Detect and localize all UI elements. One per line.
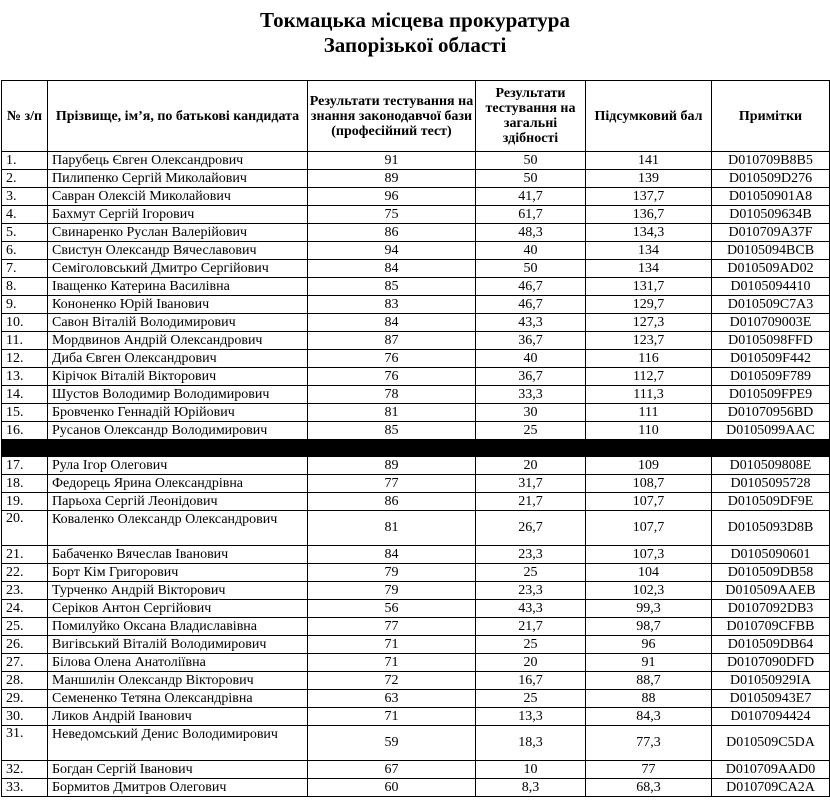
page-subtitle: Запорізької області	[323, 33, 507, 57]
row-note: D0105094BCB	[712, 242, 830, 260]
row-total: 116	[586, 350, 712, 368]
row-num: 28.	[2, 672, 48, 690]
table-row	[2, 170, 830, 188]
row-total: 88,7	[586, 672, 712, 690]
header-total: Підсумковий бал	[586, 81, 712, 152]
row-general-score: 61,7	[476, 206, 586, 224]
row-general-score: 31,7	[476, 475, 586, 493]
row-prof-score: 84	[308, 546, 476, 564]
row-prof-score: 75	[308, 206, 476, 224]
table-row	[2, 564, 830, 582]
row-name: Богдан Сергій Іванович	[48, 761, 308, 779]
row-note: D010709AAD0	[712, 761, 830, 779]
row-num: 17.	[2, 457, 48, 475]
table-row	[2, 761, 830, 779]
row-num: 16.	[2, 422, 48, 440]
row-name: Маншилін Олександр Вікторович	[48, 672, 308, 690]
row-prof-score: 71	[308, 708, 476, 726]
row-general-score: 23,3	[476, 582, 586, 600]
row-num: 11.	[2, 332, 48, 350]
row-num: 31.	[2, 726, 48, 761]
row-name: Семіголовський Дмитро Сергійович	[48, 260, 308, 278]
row-general-score: 46,7	[476, 278, 586, 296]
row-prof-score: 86	[308, 224, 476, 242]
row-num: 32.	[2, 761, 48, 779]
row-name: Вигівський Віталій Володимирович	[48, 636, 308, 654]
row-num: 2.	[2, 170, 48, 188]
row-total: 134,3	[586, 224, 712, 242]
row-note: D010509C5DA	[712, 726, 830, 761]
row-note: D010709CA2A	[712, 779, 830, 797]
row-num: 22.	[2, 564, 48, 582]
table-row	[2, 511, 830, 546]
row-note: D0105090601	[712, 546, 830, 564]
table-row	[2, 332, 830, 350]
row-general-score: 16,7	[476, 672, 586, 690]
row-num: 5.	[2, 224, 48, 242]
row-total: 96	[586, 636, 712, 654]
table-row	[2, 188, 830, 206]
row-prof-score: 56	[308, 600, 476, 618]
row-general-score: 46,7	[476, 296, 586, 314]
row-prof-score: 71	[308, 654, 476, 672]
row-num: 24.	[2, 600, 48, 618]
row-total: 131,7	[586, 278, 712, 296]
row-name: Свинаренко Руслан Валерійович	[48, 224, 308, 242]
row-total: 129,7	[586, 296, 712, 314]
header-num: № з/п	[2, 81, 48, 152]
row-total: 109	[586, 457, 712, 475]
results-table	[1, 80, 830, 797]
row-note: D010509D276	[712, 170, 830, 188]
row-num: 30.	[2, 708, 48, 726]
row-num: 27.	[2, 654, 48, 672]
row-prof-score: 81	[308, 404, 476, 422]
row-general-score: 23,3	[476, 546, 586, 564]
table-row	[2, 386, 830, 404]
row-name: Мордвинов Андрій Олександрович	[48, 332, 308, 350]
row-general-score: 50	[476, 260, 586, 278]
row-name: Білова Олена Анатоліївна	[48, 654, 308, 672]
row-num: 23.	[2, 582, 48, 600]
row-name: Коваленко Олександр Олександрович	[48, 511, 308, 546]
table-row	[2, 654, 830, 672]
row-total: 123,7	[586, 332, 712, 350]
row-prof-score: 59	[308, 726, 476, 761]
row-note: D0107094424	[712, 708, 830, 726]
row-prof-score: 72	[308, 672, 476, 690]
row-num: 19.	[2, 493, 48, 511]
row-num: 7.	[2, 260, 48, 278]
row-prof-score: 85	[308, 422, 476, 440]
row-prof-score: 63	[308, 690, 476, 708]
row-name: Парубець Євген Олександрович	[48, 152, 308, 170]
row-total: 134	[586, 242, 712, 260]
row-total: 91	[586, 654, 712, 672]
page-title: Токмацька місцева прокуратура	[260, 8, 570, 32]
row-total: 84,3	[586, 708, 712, 726]
row-num: 9.	[2, 296, 48, 314]
row-name: Русанов Олександр Володимирович	[48, 422, 308, 440]
separator-row	[2, 440, 830, 457]
row-general-score: 25	[476, 690, 586, 708]
row-num: 20.	[2, 511, 48, 546]
row-prof-score: 77	[308, 475, 476, 493]
row-name: Бровченко Геннадій Юрійович	[48, 404, 308, 422]
row-general-score: 8,3	[476, 779, 586, 797]
table-row	[2, 726, 830, 761]
row-num: 18.	[2, 475, 48, 493]
row-prof-score: 76	[308, 350, 476, 368]
row-name: Ликов Андрій Іванович	[48, 708, 308, 726]
row-name: Іващенко Катерина Василівна	[48, 278, 308, 296]
table-row	[2, 618, 830, 636]
row-name: Серіков Антон Сергійович	[48, 600, 308, 618]
row-prof-score: 81	[308, 511, 476, 546]
row-total: 102,3	[586, 582, 712, 600]
row-note: D010509DF9E	[712, 493, 830, 511]
row-general-score: 25	[476, 422, 586, 440]
row-name: Борт Кім Григорович	[48, 564, 308, 582]
row-general-score: 18,3	[476, 726, 586, 761]
table-row	[2, 600, 830, 618]
row-total: 98,7	[586, 618, 712, 636]
row-total: 108,7	[586, 475, 712, 493]
row-total: 127,3	[586, 314, 712, 332]
row-note: D010509634B	[712, 206, 830, 224]
row-total: 111	[586, 404, 712, 422]
row-name: Парьоха Сергій Леонідович	[48, 493, 308, 511]
row-prof-score: 79	[308, 564, 476, 582]
row-prof-score: 86	[308, 493, 476, 511]
row-name: Бахмут Сергій Ігорович	[48, 206, 308, 224]
row-note: D01050943E7	[712, 690, 830, 708]
row-general-score: 33,3	[476, 386, 586, 404]
row-name: Помилуйко Оксана Владиславівна	[48, 618, 308, 636]
table-row	[2, 672, 830, 690]
row-total: 77,3	[586, 726, 712, 761]
table-row	[2, 422, 830, 440]
row-prof-score: 87	[308, 332, 476, 350]
row-name: Пилипенко Сергій Миколайович	[48, 170, 308, 188]
row-total: 141	[586, 152, 712, 170]
row-general-score: 25	[476, 564, 586, 582]
row-note: D01050929IA	[712, 672, 830, 690]
row-name: Федорець Ярина Олександрівна	[48, 475, 308, 493]
row-total: 99,3	[586, 600, 712, 618]
table-row	[2, 546, 830, 564]
row-note: D010509FPE9	[712, 386, 830, 404]
row-note: D01050901A8	[712, 188, 830, 206]
row-general-score: 43,3	[476, 314, 586, 332]
row-prof-score: 85	[308, 278, 476, 296]
row-num: 6.	[2, 242, 48, 260]
row-note: D01070956BD	[712, 404, 830, 422]
row-note: D0107090DFD	[712, 654, 830, 672]
row-general-score: 36,7	[476, 332, 586, 350]
row-num: 1.	[2, 152, 48, 170]
row-num: 3.	[2, 188, 48, 206]
row-prof-score: 84	[308, 314, 476, 332]
row-num: 29.	[2, 690, 48, 708]
row-num: 13.	[2, 368, 48, 386]
row-note: D0105095728	[712, 475, 830, 493]
row-prof-score: 91	[308, 152, 476, 170]
row-total: 111,3	[586, 386, 712, 404]
row-name: Рула Ігор Олегович	[48, 457, 308, 475]
table-row	[2, 636, 830, 654]
row-prof-score: 89	[308, 457, 476, 475]
row-prof-score: 94	[308, 242, 476, 260]
row-prof-score: 76	[308, 368, 476, 386]
row-note: D0105094410	[712, 278, 830, 296]
row-general-score: 20	[476, 654, 586, 672]
row-note: D0105098FFD	[712, 332, 830, 350]
row-name: Кононенко Юрій Іванович	[48, 296, 308, 314]
row-name: Савран Олексій Миколайович	[48, 188, 308, 206]
row-name: Неведомський Денис Володимирович	[48, 726, 308, 761]
header-prof-test: Результати тестування на знання законодавчої бази (професійний тест)	[308, 81, 476, 152]
header-general-test: Результати тестування на загальні здібності	[476, 81, 586, 152]
row-total: 112,7	[586, 368, 712, 386]
row-total: 107,3	[586, 546, 712, 564]
row-general-score: 21,7	[476, 618, 586, 636]
row-general-score: 26,7	[476, 511, 586, 546]
row-general-score: 13,3	[476, 708, 586, 726]
table-row	[2, 779, 830, 797]
row-note: D010509AAEB	[712, 582, 830, 600]
table-row	[2, 242, 830, 260]
header-name: Прізвище, ім’я, по батькові кандидата	[48, 81, 308, 152]
row-total: 88	[586, 690, 712, 708]
row-num: 26.	[2, 636, 48, 654]
row-total: 107,7	[586, 511, 712, 546]
row-note: D010509808E	[712, 457, 830, 475]
row-num: 4.	[2, 206, 48, 224]
table-row	[2, 278, 830, 296]
table-row	[2, 296, 830, 314]
row-total: 134	[586, 260, 712, 278]
row-total: 107,7	[586, 493, 712, 511]
row-note: D010709B8B5	[712, 152, 830, 170]
table-row	[2, 582, 830, 600]
row-total: 137,7	[586, 188, 712, 206]
row-total: 68,3	[586, 779, 712, 797]
row-name: Семененко Тетяна Олександрівна	[48, 690, 308, 708]
row-prof-score: 96	[308, 188, 476, 206]
row-note: D010509AD02	[712, 260, 830, 278]
row-name: Бормитов Дмитров Олегович	[48, 779, 308, 797]
row-note: D010509C7A3	[712, 296, 830, 314]
row-total: 104	[586, 564, 712, 582]
row-note: D010709003E	[712, 314, 830, 332]
row-prof-score: 71	[308, 636, 476, 654]
table-row	[2, 224, 830, 242]
row-name: Шустов Володимир Володимирович	[48, 386, 308, 404]
row-total: 110	[586, 422, 712, 440]
row-prof-score: 83	[308, 296, 476, 314]
row-num: 14.	[2, 386, 48, 404]
row-general-score: 30	[476, 404, 586, 422]
row-prof-score: 77	[308, 618, 476, 636]
table-row	[2, 152, 830, 170]
row-num: 10.	[2, 314, 48, 332]
row-num: 21.	[2, 546, 48, 564]
row-general-score: 43,3	[476, 600, 586, 618]
row-note: D010709A37F	[712, 224, 830, 242]
row-name: Кірічок Віталій Вікторович	[48, 368, 308, 386]
row-name: Диба Євген Олександрович	[48, 350, 308, 368]
table-row	[2, 314, 830, 332]
row-prof-score: 78	[308, 386, 476, 404]
table-row	[2, 493, 830, 511]
row-total: 136,7	[586, 206, 712, 224]
row-general-score: 40	[476, 350, 586, 368]
row-num: 12.	[2, 350, 48, 368]
row-total: 139	[586, 170, 712, 188]
separator-bar	[2, 440, 830, 457]
row-general-score: 50	[476, 170, 586, 188]
table-row	[2, 708, 830, 726]
row-name: Турченко Андрій Вікторович	[48, 582, 308, 600]
table-row	[2, 206, 830, 224]
table-row	[2, 368, 830, 386]
row-prof-score: 67	[308, 761, 476, 779]
row-num: 8.	[2, 278, 48, 296]
table-row	[2, 404, 830, 422]
row-name: Савон Віталій Володимирович	[48, 314, 308, 332]
row-prof-score: 60	[308, 779, 476, 797]
table-row	[2, 260, 830, 278]
row-note: D010509DB64	[712, 636, 830, 654]
row-general-score: 48,3	[476, 224, 586, 242]
row-prof-score: 79	[308, 582, 476, 600]
row-general-score: 50	[476, 152, 586, 170]
table-row	[2, 350, 830, 368]
row-name: Бабаченко Вячеслав Іванович	[48, 546, 308, 564]
row-num: 15.	[2, 404, 48, 422]
row-note: D010509F442	[712, 350, 830, 368]
row-total: 77	[586, 761, 712, 779]
row-num: 33.	[2, 779, 48, 797]
header-notes: Примітки	[712, 81, 830, 152]
table-row	[2, 457, 830, 475]
row-note: D0105093D8B	[712, 511, 830, 546]
row-general-score: 40	[476, 242, 586, 260]
row-note: D010509F789	[712, 368, 830, 386]
row-general-score: 21,7	[476, 493, 586, 511]
row-note: D010509DB58	[712, 564, 830, 582]
row-num: 25.	[2, 618, 48, 636]
table-row	[2, 475, 830, 493]
row-note: D0105099AAC	[712, 422, 830, 440]
table-row	[2, 690, 830, 708]
row-note: D0107092DB3	[712, 600, 830, 618]
row-general-score: 41,7	[476, 188, 586, 206]
row-prof-score: 84	[308, 260, 476, 278]
row-general-score: 25	[476, 636, 586, 654]
row-general-score: 10	[476, 761, 586, 779]
row-general-score: 20	[476, 457, 586, 475]
row-name: Свистун Олександр Вячеславович	[48, 242, 308, 260]
row-general-score: 36,7	[476, 368, 586, 386]
row-prof-score: 89	[308, 170, 476, 188]
row-note: D010709CFBB	[712, 618, 830, 636]
table-header-row	[2, 81, 830, 152]
